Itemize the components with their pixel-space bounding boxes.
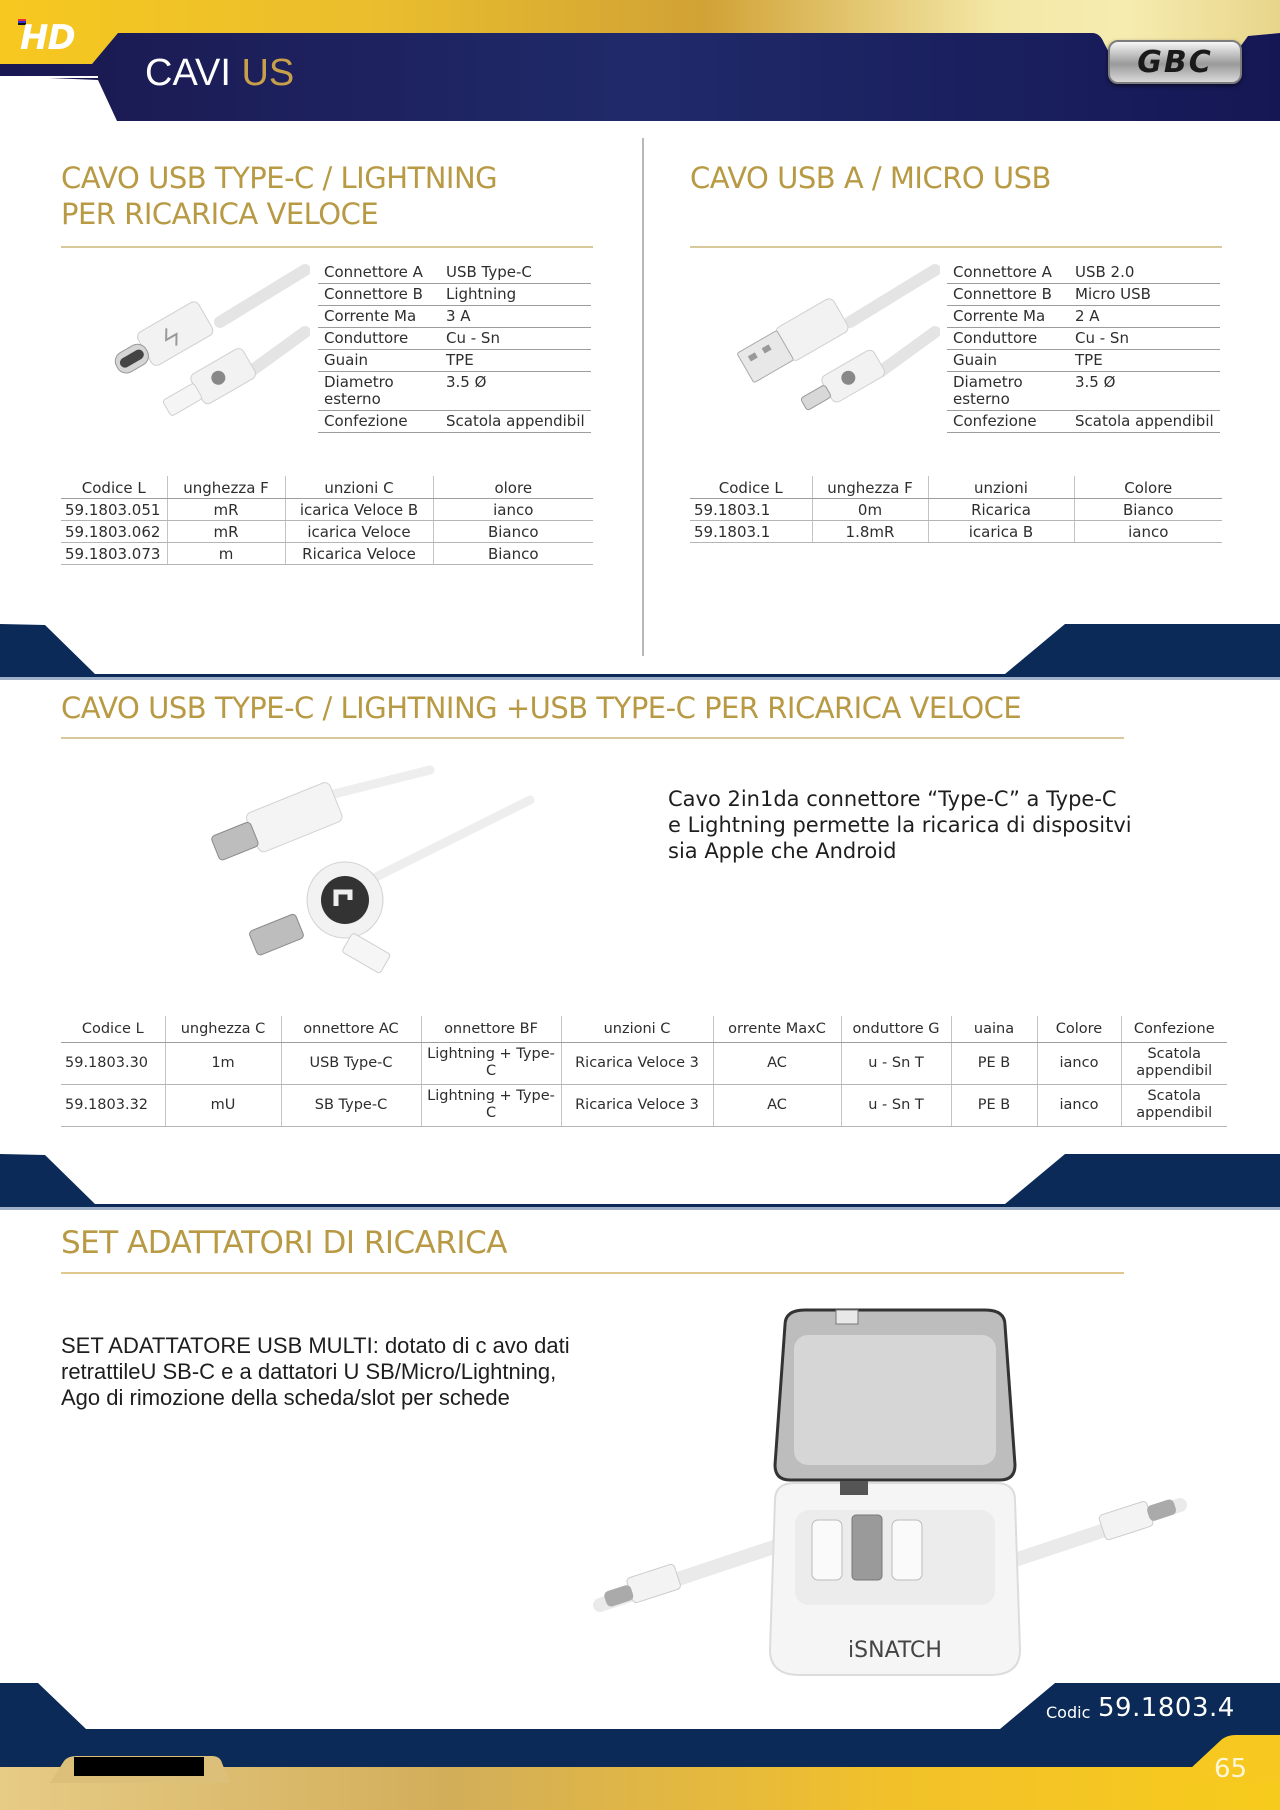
table-row: 59.1803.051 mR icarica Veloce B ianco bbox=[61, 499, 593, 521]
product-code-label: Codic bbox=[1046, 1703, 1091, 1722]
spec-row: Connettore A USB 2.0 bbox=[947, 262, 1220, 284]
section4-rule bbox=[61, 1272, 1124, 1274]
spec-row: Diametro esterno 3.5 Ø bbox=[947, 372, 1220, 411]
section-divider-band bbox=[0, 624, 1280, 680]
gbc-logo: GBC bbox=[1108, 40, 1242, 84]
spec-row: Conduttore Cu - Sn bbox=[947, 328, 1220, 350]
page-title-accent: US bbox=[241, 52, 295, 94]
table-header: Codice L unghezza C onnettore AC onnettore BF unzioni C orrente MaxC onduttore G uaina Colore Confezione bbox=[61, 1016, 1227, 1042]
section2-code-table bbox=[690, 476, 1222, 543]
table-header: Codice L unghezza F unzioni C olore bbox=[61, 476, 593, 499]
section1-title: CAVO USB TYPE-C / LIGHTNING PER RICARICA VELOCE bbox=[61, 161, 498, 231]
section1-code-table bbox=[61, 476, 593, 565]
section3-title: CAVO USB TYPE-C / LIGHTNING +USB TYPE-C PER RICARICA VELOCE bbox=[61, 691, 1022, 725]
spec-row: Connettore B Micro USB bbox=[947, 284, 1220, 306]
product-code-value: 59.1803.4 bbox=[1098, 1693, 1235, 1723]
spec-row: Connettore B Lightning bbox=[318, 284, 591, 306]
hd-logo: HD bbox=[20, 18, 75, 58]
section-divider-band bbox=[0, 1154, 1280, 1210]
section2-title: CAVO USB A / MICRO USB bbox=[690, 161, 1051, 195]
adapter-kit-case-image bbox=[580, 1305, 1200, 1685]
table-row: 59.1803.073 m Ricarica Veloce Bianco bbox=[61, 543, 593, 565]
page-title: CAVI US bbox=[145, 52, 295, 94]
spec-row: Guain TPE bbox=[318, 350, 591, 372]
table-row: 59.1803.32 mU SB Type-C Lightning + Type-C Ricarica Veloce 3 AC u - Sn T PE B ianco Scatola appendibil bbox=[61, 1084, 1227, 1126]
section3-rule bbox=[61, 737, 1124, 739]
table-row: 59.1803.30 1m USB Type-C Lightning + Type-C Ricarica Veloce 3 AC u - Sn T PE B ianco Scatola appendibil bbox=[61, 1042, 1227, 1084]
spec-row: Guain TPE bbox=[947, 350, 1220, 372]
section4-description: SET ADATTATORE USB MULTI: dotato di c avo dati retrattileU SB-C e a dattatori U SB/Micro/Lightning, Ago di rimozione della scheda/slot per schede bbox=[61, 1333, 570, 1410]
spec-row: Conduttore Cu - Sn bbox=[318, 328, 591, 350]
section1-rule bbox=[61, 246, 593, 248]
section2-rule bbox=[690, 246, 1222, 248]
section4-title: SET ADATTATORI DI RICARICA bbox=[61, 1225, 507, 1261]
usb-c-lightning-usb-c-cable-image bbox=[200, 760, 540, 980]
spec-row: Confezione Scatola appendibil bbox=[318, 411, 591, 433]
section3-description: Cavo 2in1da connettore “Type-C” a Type-C e Lightning permette la ricarica di dispositvi sia Apple che Android bbox=[668, 787, 1132, 863]
usb-c-lightning-cable-image bbox=[100, 262, 310, 432]
table-row: 59.1803.1 1.8mR icarica B ianco bbox=[690, 521, 1222, 543]
page-number: 65 bbox=[1214, 1754, 1248, 1784]
spec-row: Corrente Ma 2 A bbox=[947, 306, 1220, 328]
svg-text:iSNATCH: iSNATCH bbox=[848, 1638, 942, 1663]
table-row: 59.1803.062 mR icarica Veloce Bianco bbox=[61, 521, 593, 543]
section3-code-table bbox=[61, 1016, 1227, 1127]
section1-spec-table bbox=[318, 262, 591, 433]
table-header: Codice L unghezza F unzioni Colore bbox=[690, 476, 1222, 499]
spec-row: Diametro esterno 3.5 Ø bbox=[318, 372, 591, 411]
spec-row: Connettore A USB Type-C bbox=[318, 262, 591, 284]
section2-spec-table bbox=[947, 262, 1220, 433]
redacted-block bbox=[74, 1757, 204, 1776]
usb-a-micro-usb-cable-image bbox=[730, 262, 940, 432]
spec-row: Confezione Scatola appendibil bbox=[947, 411, 1220, 433]
spec-row: Corrente Ma 3 A bbox=[318, 306, 591, 328]
table-row: 59.1803.1 0m Ricarica Bianco bbox=[690, 499, 1222, 521]
column-divider bbox=[642, 138, 644, 656]
